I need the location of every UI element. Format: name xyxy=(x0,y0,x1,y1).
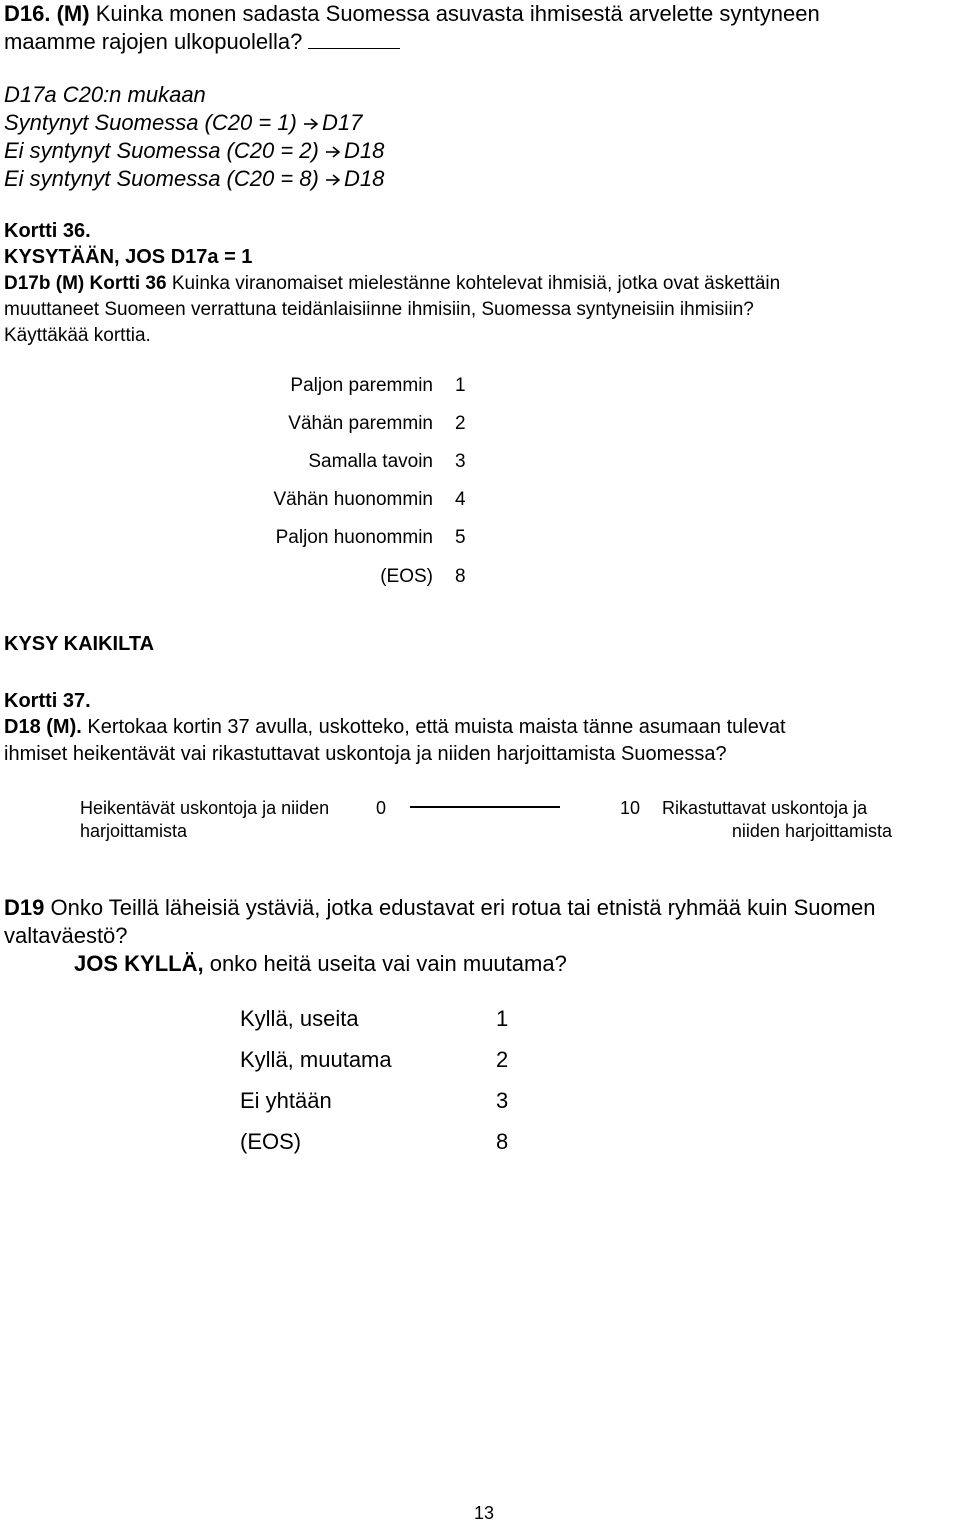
d16-question-line2 xyxy=(4,28,400,56)
d18-text-line2: ihmiset heikentävät vai rikastuttavat uskontoja ja niiden harjoittamista Suomessa? xyxy=(4,743,727,765)
d18-lead: D18 (M). xyxy=(4,716,82,738)
routing-row xyxy=(4,165,384,193)
routing-title: D17a C20:n mukaan xyxy=(4,82,206,107)
answer-option[interactable] xyxy=(230,450,433,478)
option-code: 4 xyxy=(455,489,466,510)
d16-answer-blank[interactable] xyxy=(308,30,400,49)
option-code: 8 xyxy=(496,1129,509,1154)
d17b-text-line3: Käyttäkää korttia. xyxy=(4,325,151,346)
routing-row xyxy=(4,109,362,137)
answer-option[interactable] xyxy=(230,565,433,593)
d16-question-line1 xyxy=(4,0,820,28)
d16-text-line2: maamme rajojen ulkopuolella? xyxy=(4,29,303,54)
scale-max: 10 xyxy=(620,798,641,818)
d17b-card-label: Kortti 36. xyxy=(4,220,91,242)
d16-marker: (M) xyxy=(56,1,90,26)
routing-target: D17 xyxy=(321,110,363,135)
option-code: 2 xyxy=(496,1047,509,1072)
d19-followup xyxy=(74,950,567,978)
scale-right-label-line2: niiden harjoittamista xyxy=(731,821,892,841)
answer-option[interactable] xyxy=(230,488,433,516)
option-label: (EOS) xyxy=(240,1129,302,1154)
option-label: Kyllä, useita xyxy=(240,1006,359,1031)
option-label: Kyllä, muutama xyxy=(240,1047,392,1072)
ask-all-instruction: KYSY KAIKILTA xyxy=(4,633,155,655)
answer-option[interactable] xyxy=(230,374,433,402)
page-number: 13 xyxy=(474,1503,495,1523)
d17b-text-line1: Kuinka viranomaiset mielestänne kohtelevat ihmisiä, jotka ovat äskettäin xyxy=(171,273,781,294)
answer-option[interactable] xyxy=(240,1128,301,1156)
scale-right-label-line1: Rikastuttavat uskontoja ja xyxy=(662,798,868,818)
option-label: Paljon paremmin xyxy=(290,375,433,396)
answer-option[interactable] xyxy=(230,526,433,554)
d17b-question-line1 xyxy=(4,272,780,296)
option-label: Samalla tavoin xyxy=(308,451,433,472)
d16-id: D16. xyxy=(4,1,51,26)
d17b-lead: D17b (M) Kortti 36 xyxy=(4,273,167,294)
d18-question-line1 xyxy=(4,714,786,740)
scale-left-label-line2: harjoittamista xyxy=(80,821,188,841)
answer-option[interactable] xyxy=(240,1005,359,1033)
option-label: Vähän huonommin xyxy=(273,489,433,510)
answer-option[interactable] xyxy=(240,1087,332,1115)
option-code: 1 xyxy=(496,1006,509,1031)
option-label: Ei yhtään xyxy=(240,1088,332,1113)
option-label: (EOS) xyxy=(380,566,433,587)
routing-condition: Ei syntynyt Suomessa (C20 = 8) xyxy=(4,166,319,191)
option-code: 5 xyxy=(455,527,466,548)
d19-followup-text: onko heitä useita vai vain muutama? xyxy=(209,951,567,976)
option-label: Vähän paremmin xyxy=(288,413,433,434)
routing-condition: Ei syntynyt Suomessa (C20 = 2) xyxy=(4,138,319,163)
answer-option[interactable] xyxy=(240,1046,392,1074)
arrow-right-icon xyxy=(303,117,319,131)
arrow-right-icon xyxy=(325,145,341,159)
d17b-filter: KYSYTÄÄN, JOS D17a = 1 xyxy=(4,246,253,268)
d17b-text-line2: muuttaneet Suomeen verrattuna teidänlaisiinne ihmisiin, Suomessa syntyneisiin ihmisiin? xyxy=(4,299,754,320)
routing-row xyxy=(4,137,384,165)
scale-min: 0 xyxy=(376,798,387,818)
routing-target: D18 xyxy=(343,166,385,191)
option-label: Paljon huonommin xyxy=(275,527,433,548)
d16-text-line1: Kuinka monen sadasta Suomessa asuvasta ihmisestä arvelette syntyneen xyxy=(95,1,820,26)
option-code: 3 xyxy=(455,451,466,472)
option-code: 8 xyxy=(455,566,466,587)
routing-condition: Syntynyt Suomessa (C20 = 1) xyxy=(4,110,297,135)
d19-question-line1 xyxy=(4,894,876,922)
d18-text-line1: Kertokaa kortin 37 avulla, uskotteko, että muista maista tänne asumaan tulevat xyxy=(87,716,786,738)
arrow-right-icon xyxy=(325,173,341,187)
d19-text-line1: Onko Teillä läheisiä ystäviä, jotka edustavat eri rotua tai etnistä ryhmää kuin Suomen xyxy=(50,895,876,920)
option-code: 3 xyxy=(496,1088,509,1113)
option-code: 1 xyxy=(455,375,466,396)
d18-card-label: Kortti 37. xyxy=(4,690,91,712)
scale-line[interactable] xyxy=(410,806,560,808)
routing-target: D18 xyxy=(343,138,385,163)
d19-lead: D19 xyxy=(4,895,45,920)
option-code: 2 xyxy=(455,413,466,434)
scale-left-label-line1: Heikentävät uskontoja ja niiden xyxy=(80,798,330,818)
answer-option[interactable] xyxy=(230,412,433,440)
d19-text-line2: valtaväestö? xyxy=(4,923,128,948)
d19-followup-lead: JOS KYLLÄ, xyxy=(74,951,204,976)
